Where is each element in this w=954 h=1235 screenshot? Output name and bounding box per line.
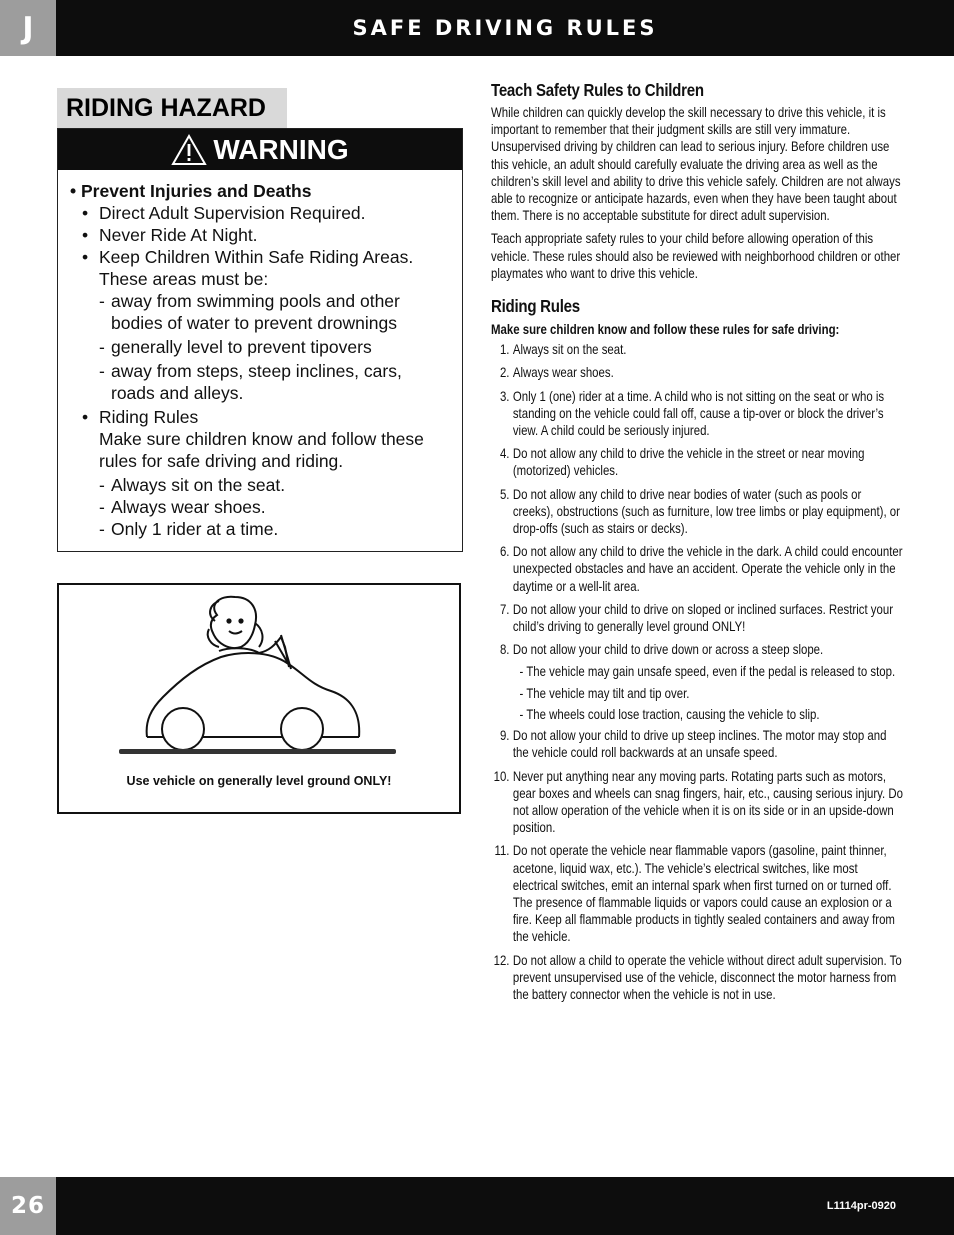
rule-item: 10. Never put anything near any moving parts. Rotating parts such as motors, gear boxes and wheels can snag fingers, hair, etc., causing serious injury. Do not allow operation of the vehicle when it is on its side or in an upside-down position. — [493, 768, 903, 836]
warning-box — [57, 128, 463, 552]
document-code: L1114pr-0920 — [826, 1200, 896, 1212]
rule-item: 4. Do not allow any child to drive the vehicle in the street or near moving (motorized) vehicles. — [499, 446, 865, 479]
riding-hazard-label: RIDING HAZARD — [57, 88, 287, 128]
page-title: SAFE DRIVING RULES — [352, 16, 658, 40]
warning-subitem: - Always wear shoes. — [99, 497, 266, 517]
rule-item: 7. Do not allow your child to drive on sloped or inclined surfaces. Restrict your child’s driving to generally level ground ONLY! — [499, 601, 894, 635]
warning-subitem: - Always sit on the seat. — [99, 475, 286, 495]
warning-title: WARNING — [213, 133, 349, 165]
rule-item: 2. Always wear shoes. — [499, 365, 614, 381]
warning-content — [58, 170, 462, 540]
warning-subitem: - away from steps, steep inclines, cars, roads and alleys. — [99, 361, 402, 403]
rule-item: 6. Do not allow any child to drive the vehicle in the dark. A child could encounter unexpected obstacles and have an accident. Operate the vehicle only in the daytime or a well-lit area. — [499, 544, 903, 594]
rule-item: 11. Do not operate the vehicle near flammable vapors (gasoline, paint thinner, acetone, liquid wax, etc.). The vehicle’s electrical switches, like most electrical switches, emit an internal spark when first turned on or turned off. The presence of flammable liquids or vapors could cause an explosion or a fire. Keep all flammable products in tightly sealed containers and away from the vehicle. — [494, 843, 895, 945]
rule-item: 12. Do not allow a child to operate the vehicle without direct adult supervision. To prevent unsupervised use of the vehicle, disconnect the motor harness from the battery connector when the vehicle is not in use. — [493, 952, 902, 1002]
warning-banner — [58, 129, 462, 170]
rule-item: 3. Only 1 (one) rider at a time. A child who is not sitting on the seat or who is standing on the vehicle could fall off, cause a tip-over or block the driver’s view. A child could be seriously injured. — [499, 388, 885, 439]
warning-heading: • Prevent Injuries and Deaths — [70, 181, 312, 201]
child-in-car-illustration — [59, 585, 459, 770]
warning-subitem: - away from swimming pools and other bodies of water to prevent drownings — [99, 291, 400, 333]
warning-item: • Direct Adult Supervision Required. — [82, 203, 366, 223]
teach-heading: Teach Safety Rules to Children — [491, 80, 704, 100]
rule-item: 9. Do not allow your child to drive up steep inclines. The motor may stop and the vehicle could roll backwards at an unsafe speed. — [499, 728, 887, 761]
section-letter: J — [22, 10, 34, 46]
page-header — [56, 0, 954, 56]
page-footer — [56, 1177, 954, 1235]
section-tab — [0, 0, 56, 56]
warning-item-continuation: These areas must be: — [99, 269, 269, 289]
warning-item-continuation: Make sure children know and follow these rules for safe driving and riding. — [99, 429, 424, 471]
rule-subitem: - The vehicle may tilt and tip over. — [519, 685, 690, 701]
warning-item: • Riding Rules — [82, 407, 199, 427]
riding-rules-heading: Riding Rules — [491, 296, 580, 317]
warning-triangle-icon — [171, 134, 207, 166]
page-number: 26 — [10, 1193, 45, 1219]
right-column — [491, 80, 905, 1003]
teach-paragraph-1: While children can quickly develop the skill necessary to drive this vehicle, it is important to remember that their judgment skills are still very immature. Unsupervised driving by children can lead to serious injury. Before children use this vehicle, an adult should carefully evaluate the driving area as well as the children’s skill level and ability to drive this vehicle safely. Children are not always able to recognize or anticipate hazards, even when they have been taught about them. There is no acceptable substitute for direct adult supervision. — [491, 105, 901, 224]
illustration-box — [57, 583, 461, 814]
rule-item: 1. Always sit on the seat. — [499, 342, 627, 358]
rule-item: 8. Do not allow your child to drive down or across a steep slope. — [499, 642, 824, 658]
warning-subitem: - Only 1 rider at a time. — [99, 519, 279, 539]
illustration-caption: Use vehicle on generally level ground ONLY! — [126, 774, 392, 788]
rule-item: 5. Do not allow any child to drive near bodies of water (such as pools or creeks), obstructions (such as furniture, low tree limbs or play equipment), or drop-offs (such as stairs or decks). — [499, 486, 900, 537]
rule-subitem: - The wheels could lose traction, causing the vehicle to slip. — [519, 706, 820, 722]
warning-item: • Never Ride At Night. — [82, 225, 258, 245]
riding-rules-intro: Make sure children know and follow these rules for safe driving: — [491, 322, 840, 338]
rule-subitem: - The vehicle may gain unsafe speed, even if the pedal is released to stop. — [519, 664, 896, 680]
page-number-tab — [0, 1177, 56, 1235]
warning-item: • Keep Children Within Safe Riding Areas. — [82, 247, 414, 267]
teach-paragraph-2: Teach appropriate safety rules to your child before allowing operation of this vehicle. These rules should also be reviewed with neighborhood children or other playmates who want to drive this vehicle. — [491, 231, 901, 281]
warning-subitem: - generally level to prevent tipovers — [99, 337, 372, 357]
